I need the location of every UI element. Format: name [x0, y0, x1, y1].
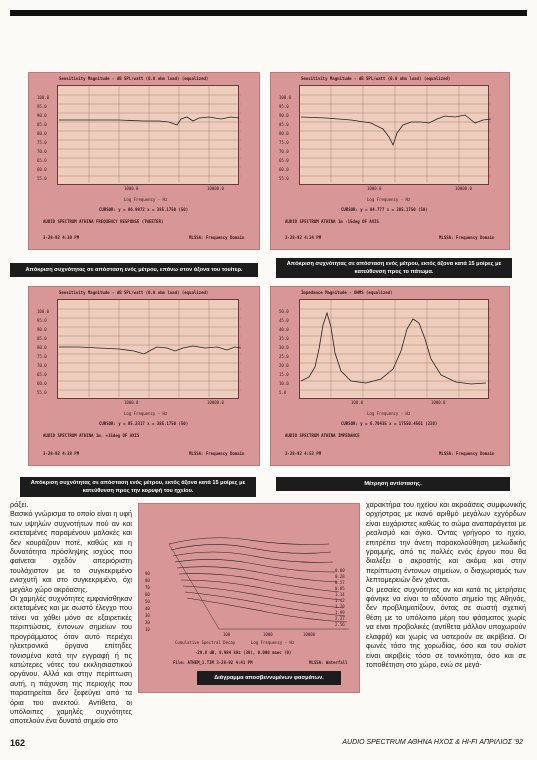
x-axis-label: Log Frequency - Hz	[251, 640, 295, 645]
waterfall-traces	[169, 538, 347, 622]
x-tick-10000: 10000.0	[455, 186, 472, 191]
response-curve	[59, 346, 241, 354]
waterfall-time-ticks: 0.00 0.28 0.57 0.85 1.14 1.42 1.70 1.99 2.27 2.56	[335, 568, 345, 627]
body-text-left	[10, 500, 132, 726]
graph-plot	[29, 73, 261, 251]
graph-plot	[271, 287, 511, 467]
cursor-readout: CURSOR: y = 85.2317 x = 385.1750 (50)	[99, 421, 189, 426]
caption-off-axis-down: Απόκριση συχνότητας σε απόσταση ενός μέτρου, εκτός άξονα κατά 15 μοίρες με κατεύθυνση προς το πάτωμα.	[276, 258, 512, 278]
x-tick-100: 100	[223, 632, 231, 637]
body-text-right	[366, 500, 526, 738]
graph-plot	[271, 73, 511, 251]
graph-title: Sensitivity Magnitude - dB SPL/watt (0.0 ohm load) (equalized)	[301, 76, 451, 81]
x-tick-1000: 1000.0	[367, 186, 382, 191]
x-tick-10000: 10000.0	[207, 400, 224, 405]
caption-waterfall: Διάγραμμα αποσβεννυμένων φασμάτων.	[197, 671, 341, 685]
paragraph-right: χαρακτήρα του ηχείου και ακροάσεις συμφωνικής ορχήστρας με ικανό αριθμό μεγάλων εχγόρδων είναι ευχάριστες καθώς το σώμα αναπαράγεται με ρεαλισμό και όγκο. Όντας γρήγορο το ηχείο, επιτρέπει την άνετη παρακολούθηση μελωδικής γραμμής, από τις πολλές ενός έργου που θα διαλέξει ο ακροατής και ακόμα και στην περίπτωση έντονων σημείων, ο διαχωρισμός των λεπτομερειών δεν χάνεται. Οι μεσαίες συχνότητες αν και κατά τις μετρήσεις φάνηκε να είναι το αδύνατο σημείο της Αθηνάς, δεν προβληματίζουν, όντας σε σωστή σχετική θέση με το υπόλοιπο μέρη του φάσματος χωρίς να είναι προβολικές (αντίθετα μάλλον υποχωρούν ελαφρά) και χωρίς να υστερούν σε ακρίβεια. Οι φωνές τόσο της χορωδίας, όσο και του σολίστ είναι ακριβείς τόσο σε τονικότητα, όσο και σε τοποθέτηση στο χώρο, ενώ σε μεγά-	[366, 500, 526, 669]
file-tag: MLSSA: Frequency Domain	[439, 235, 495, 240]
graph-panel-impedance	[270, 286, 510, 466]
y-tick-labels: 100.0 95.0 90.0 85.0 80.0 75.0 70.0 65.0 60.0 55.0	[37, 95, 50, 181]
measurement-label: AUDIO SPECTRUM ATHINA FREQUENCY RESPONSE (TWEETER)	[43, 219, 164, 224]
measurement-label: AUDIO SPECTRUM ATHINA 1m. +15deg OF AXIS	[43, 433, 140, 438]
page-number: 162	[10, 738, 26, 748]
waterfall-subtitle: Cumulative Spectral Decay	[175, 640, 236, 645]
x-tick-10000: 10000.0	[207, 186, 224, 191]
caption-tweeter-on-axis: Απόκριση συχνότητας σε απόσταση ενός μέτρου, επάνω στον άξονα του τουίτερ.	[10, 263, 258, 277]
x-axis-label: Log Frequency - Hz	[124, 411, 168, 416]
y-tick-labels: 100.0 95.0 90.0 85.0 80.0 75.0 70.0 65.0 60.0 55.0	[279, 95, 292, 181]
waterfall-tag: MLSSA: Waterfall	[309, 660, 348, 665]
waterfall-level-ticks: 90 80 70 60 50 40 30 20 10	[145, 571, 150, 632]
response-curve	[301, 115, 491, 145]
date-stamp: 3-28-92 4:30 PM	[43, 235, 80, 240]
graph-panel-off-axis-up	[28, 286, 260, 466]
file-tag: MLSSA: Frequency Domain	[439, 451, 495, 456]
measurement-label: AUDIO SPECTRUM ATHINA 1m -15deg OF AXIS	[285, 219, 379, 224]
graph-panel-waterfall	[138, 503, 360, 693]
date-stamp: 3-28-92 4:34 PM	[285, 235, 322, 240]
x-axis-label: Log Frequency - Hz	[124, 197, 168, 202]
graph-panel-tweeter-on-axis	[28, 72, 260, 250]
graph-plot	[29, 287, 261, 467]
file-tag: MLSSA: Frequency Domain	[189, 451, 245, 456]
cursor-readout: -29.8 dB, 8.984 kHz (39), 0.000 msec (0)	[195, 650, 292, 655]
magazine-footer: AUDIO SPECTRUM ΑΘΗΝΑ ΗΧΟΣ & HI-FI ΑΠΡΙΛΙΟΣ '92	[342, 739, 523, 746]
y-tick-labels: 100.0 95.0 90.0 85.0 80.0 75.0 70.0 65.0 60.0 55.0	[37, 309, 50, 395]
measurement-label: AUDIO SPECTRUM ATHINA IMPEDANCE	[285, 433, 360, 438]
date-stamp: 3-28-92 4:53 PM	[285, 451, 322, 456]
caption-impedance: Μέτρηση αντίστασης.	[276, 477, 510, 491]
x-tick-100: 100.0	[351, 400, 364, 405]
x-axis-label: Log Frequency - Hz	[367, 411, 411, 416]
graph-panel-off-axis-down	[270, 72, 510, 250]
cursor-readout: CURSOR: y = 86.9972 x = 385.1750 (50)	[99, 207, 189, 212]
graph-title: Sensitivity Magnitude - dB SPL/watt (0.0 ohm load) (equalized)	[59, 76, 209, 81]
x-axis-label: Log Frequency - Hz	[367, 197, 411, 202]
paragraph-left: ράξει. Βασικό γνώρισμα το οποίο είναι η υφή των υψηλών συχνοτήτων πού αν και εκτεταμένες παραμένουν μαλακές και δεν κουράζουν ποτέ, καθώς και η δυνατότητα πρόσληψης ισχύος που φαίνεται σχεδόν απεριόριστη τουλάχιστον με το συγκεκριμένο ενισχυτή και στο συγκεκριμένο, όχι μεγάλο χώρο ακρόασης. Οι χαμηλές συχνότητες εμφανίσθηκαν εκτεταμένες και με σωστό έλεγχο που τείνει να χάθει μόνο σε εξαιρετικές περιπτώσεις, έντονων σημείων του προγράμματος όταν αυτό περιέχει ηλεκτρονικά όργανα επίτηδες τονισμένα κατά την εγγραφή ή τις κατώτερες νότες του εκκλησιαστικού οργάνου. Αλλά και στην περίπτωση αυτή, η πάχυνση της περιοχής που παρατηρείται δεν ξεφεύγει από τα όρια του ανεκτού. Αντίθετα, οι υπόλοιπες χαμηλές συχνότητες αποτελούν ένα δυνατό σημείο στο	[10, 500, 132, 726]
caption-off-axis-up: Απόκριση συχνότητας σε απόσταση ενός μέτρου, εκτός άξονα κατά 15 μοίρες με κατεύθυνση προς την κορυφή του ηχείου.	[20, 477, 256, 497]
waterfall-plot	[139, 504, 361, 694]
file-tag: MLSSA: Frequency Domain	[189, 235, 245, 240]
x-tick-10000: 10000	[303, 632, 316, 637]
x-tick-1000: 1000.0	[431, 400, 446, 405]
x-tick-1000: 1000	[263, 632, 273, 637]
top-rule	[10, 10, 527, 16]
graph-title: Sensitivity Magnitude - dB SPL/watt (0.0 ohm load) (equalized)	[59, 290, 209, 295]
impedance-curve	[301, 313, 486, 384]
graph-title: Impedance Magnitude - OHMS (equalized)	[301, 290, 393, 295]
x-tick-1000: 1000.0	[124, 186, 139, 191]
cursor-readout: CURSOR: y = 6.70435 x = 17550.4561 (228)	[341, 421, 438, 426]
cursor-readout: CURSOR: y = 84.777 x = 385.1750 (50)	[341, 207, 428, 212]
date-stamp: 3-28-92 4:38 PM	[43, 451, 80, 456]
file-readout: File: ATHEM_1.TIM 3-28-92 4:41 PM	[173, 660, 253, 665]
y-tick-labels: 50.0 45.0 40.0 35.0 30.0 25.0 20.0 15.0 10.0 5.0	[279, 309, 289, 395]
x-tick-1000: 1000.0	[124, 400, 139, 405]
